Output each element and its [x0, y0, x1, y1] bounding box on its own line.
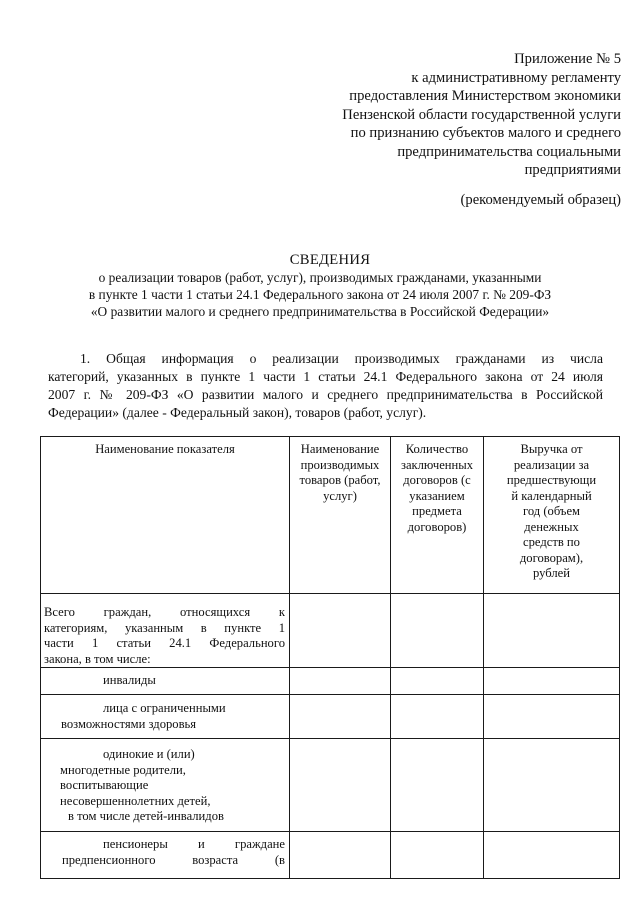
header-revenue [484, 437, 620, 594]
paragraph-line: категорий, указанных в пункте 1 части 1 статьи 24.1 Федерального закона от 24 июля [48, 369, 603, 384]
table-header-row [41, 437, 620, 594]
header-text: договорам), [519, 550, 584, 565]
document-subtitle-line: в пункте 1 части 1 статьи 24.1 Федерального закона от 24 июля 2007 г. № 209-ФЗ [88, 287, 552, 302]
table-cell [290, 832, 391, 879]
row-label-pensioners [41, 832, 290, 879]
table-row [41, 739, 620, 832]
row-label-text: закона, в том числе: [44, 651, 151, 666]
header-text: денежных [524, 519, 579, 534]
table-cell [484, 594, 620, 668]
row-label-text: части 1 статьи 24.1 Федерального [44, 636, 285, 650]
header-text: товаров (работ, [299, 473, 381, 487]
table-cell [484, 832, 620, 879]
header-indicator-name [41, 437, 290, 594]
row-label-text: категориям, указанным в пункте 1 [44, 620, 285, 635]
appendix-block [291, 50, 621, 180]
row-label-text: инвалиды [103, 673, 156, 687]
row-label-text: одинокие и (или) [103, 747, 195, 761]
appendix-line: Пензенской области государственной услуги [342, 106, 621, 123]
table-row [41, 832, 620, 879]
appendix-line: Приложение № 5 [514, 51, 621, 67]
header-text: договоров (с [403, 473, 471, 487]
row-label-text: воспитывающие [60, 778, 149, 792]
header-text: реализации за [513, 457, 590, 472]
table-cell [391, 832, 484, 879]
table-row [41, 594, 620, 668]
table-cell [391, 739, 484, 832]
indicators-table [40, 436, 620, 879]
table-cell [290, 668, 391, 695]
header-text: указанием [409, 488, 465, 503]
paragraph-line: 2007 г. № 209-ФЗ «О развитии малого и среднего предпринимательства в Российской [48, 387, 603, 402]
row-label-text: в том числе детей-инвалидов [68, 809, 224, 823]
row-label-single-parents [41, 739, 290, 832]
header-text: услуг) [323, 488, 357, 503]
header-text: Наименование [300, 442, 380, 456]
row-label-text: лица с ограниченными [103, 701, 226, 715]
header-text: производимых [300, 457, 380, 472]
header-text: год (объем [523, 504, 580, 518]
document-title: СВЕДЕНИЯ [289, 252, 371, 268]
table-cell [484, 695, 620, 739]
table-cell [391, 695, 484, 739]
row-label-text: предпенсионного возраста (в [62, 852, 285, 867]
header-text: предмета [412, 504, 462, 518]
header-text: заключенных [400, 457, 474, 472]
header-text: Наименование показателя [95, 442, 235, 456]
row-label-text: Всего граждан, относящихся к [44, 605, 285, 619]
header-text: средств по [523, 535, 580, 549]
row-label-limited-health [41, 695, 290, 739]
paragraph-line: 1. Общая информация о реализации производимых гражданами из числа [80, 351, 603, 366]
header-contracts-count [391, 437, 484, 594]
table-row [41, 668, 620, 695]
table-cell [290, 594, 391, 668]
document-subtitle-line: «О развитии малого и среднего предпринимательства в Российской Федерации» [90, 304, 550, 319]
table-cell [391, 668, 484, 695]
table-row [41, 695, 620, 739]
appendix-line: к административному регламенту [411, 69, 621, 86]
row-label-text: возможностями здоровья [61, 716, 197, 731]
row-label-text: несовершеннолетних детей, [60, 793, 211, 808]
appendix-line: предпринимательства социальными [397, 143, 621, 160]
row-label-text: пенсионеры и граждане [103, 837, 285, 851]
header-text: Выручка от [520, 442, 583, 456]
row-label-disabled [41, 668, 290, 695]
section-1-paragraph [48, 350, 603, 422]
header-text: договоров) [407, 519, 467, 534]
row-label-text: многодетные родители, [60, 762, 186, 777]
row-label-all-citizens [41, 594, 290, 668]
appendix-line: предприятиями [524, 162, 621, 178]
table-cell [484, 668, 620, 695]
header-text: й календарный [511, 488, 592, 503]
header-goods-name [290, 437, 391, 594]
sample-note: (рекомендуемый образец) [460, 192, 621, 208]
header-text: Количество [405, 442, 469, 456]
appendix-line: предоставления Министерством экономики [349, 88, 621, 104]
table-cell [484, 739, 620, 832]
table-cell [290, 695, 391, 739]
appendix-line: по признанию субъектов малого и среднего [350, 125, 621, 141]
header-text: предшествующи [506, 473, 597, 487]
document-subtitle-line: о реализации товаров (работ, услуг), производимых гражданами, указанными [98, 270, 542, 285]
paragraph-line: Федерации» (далее - Федеральный закон), товаров (работ, услуг). [48, 405, 427, 420]
header-text: рублей [533, 566, 570, 580]
document-heading [0, 251, 640, 320]
table-cell [391, 594, 484, 668]
table-cell [290, 739, 391, 832]
